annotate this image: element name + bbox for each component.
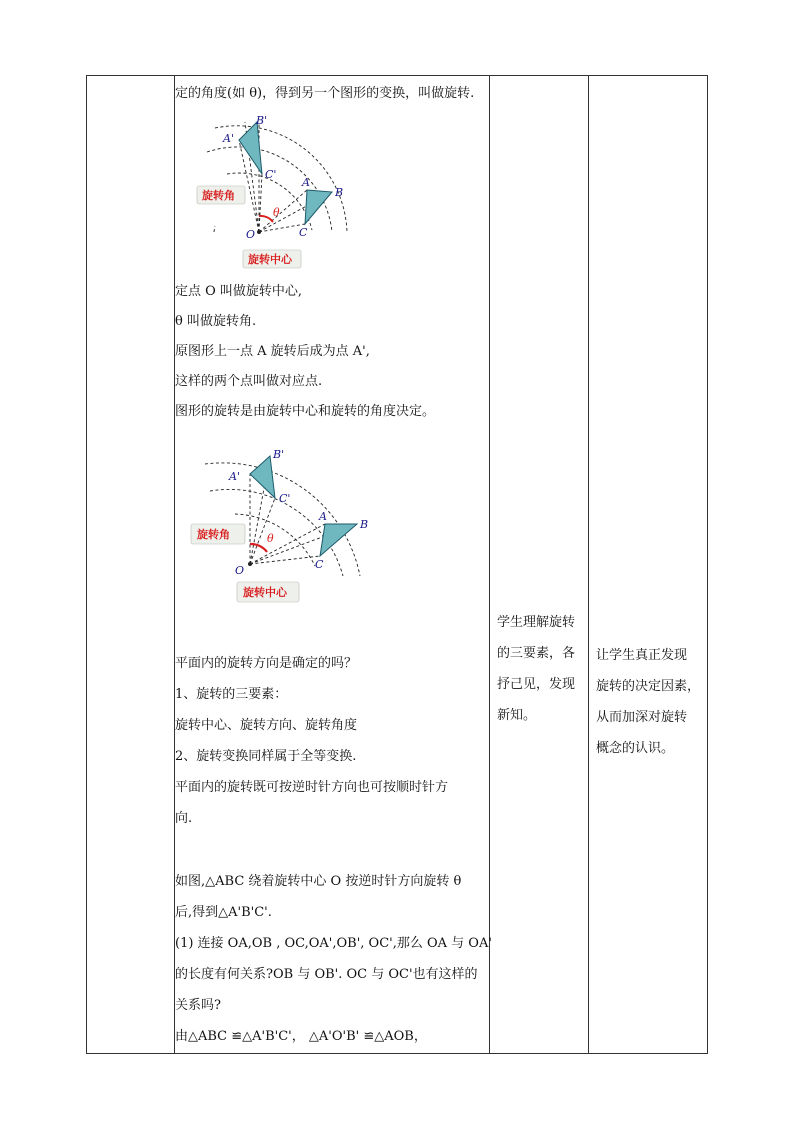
def-angle: θ 叫做旋转角. bbox=[175, 314, 257, 329]
label-o: O bbox=[246, 228, 256, 241]
label-a-prime: A' bbox=[229, 470, 240, 483]
direction-text-1: 平面内的旋转既可按逆时针方向也可按顺时针方 bbox=[175, 780, 449, 795]
label-b: B bbox=[360, 518, 369, 531]
rotation-figure-1 bbox=[187, 112, 367, 272]
tag-center: 旋转中心 bbox=[248, 253, 292, 266]
example-text-1: 如图,△ABC 绕着旋转中心 O 按逆时针方向旋转 θ bbox=[175, 874, 462, 889]
triangle-abc bbox=[320, 524, 357, 556]
design-intent-line: 概念的认识。 bbox=[596, 741, 675, 756]
design-intent-column bbox=[589, 76, 707, 1053]
student-activity-line: 新知。 bbox=[497, 708, 537, 723]
intro-text: 定的角度(如 θ)，得到另一个图形的变换，叫做旋转. bbox=[175, 86, 475, 101]
tag-angle: 旋转角 bbox=[202, 189, 235, 202]
arc bbox=[214, 226, 215, 232]
label-b-prime: B' bbox=[273, 448, 285, 461]
ray bbox=[259, 174, 262, 232]
triangle-abc bbox=[305, 190, 332, 224]
label-a: A bbox=[302, 176, 310, 189]
elements-list: 旋转中心、旋转方向、旋转角度 bbox=[175, 718, 358, 733]
elements-title: 1、旋转的三要素： bbox=[175, 687, 288, 702]
question-1-line-1: (1) 连接 OA,OB , OC,OA',OB', OC',那么 OA 与 OA' bbox=[175, 936, 492, 951]
tag-center: 旋转中心 bbox=[243, 586, 287, 599]
def-center: 定点 O 叫做旋转中心, bbox=[175, 284, 303, 299]
direction-text-2: 向. bbox=[175, 811, 193, 826]
rotation-figure-2 bbox=[185, 436, 375, 611]
label-b: B bbox=[335, 186, 344, 199]
ray bbox=[250, 524, 325, 564]
label-c-prime: C' bbox=[279, 492, 291, 505]
design-intent-line: 旋转的决定因素， bbox=[596, 679, 701, 694]
question-1-line-2: 的长度有何关系?OB 与 OB'. OC 与 OC'也有这样的 bbox=[175, 967, 478, 982]
design-intent-line: 从而加深对旋转 bbox=[596, 710, 688, 725]
label-a: A bbox=[319, 510, 327, 523]
def-point: 原图形上一点 A 旋转后成为点 A', bbox=[175, 344, 370, 359]
arc bbox=[235, 514, 315, 566]
label-theta: θ bbox=[267, 532, 274, 545]
def-determined: 图形的旋转是由旋转中心和旋转的角度决定。 bbox=[175, 404, 436, 419]
label-o: O bbox=[235, 564, 245, 577]
label-c: C bbox=[315, 558, 324, 571]
label-a-prime: A' bbox=[223, 132, 234, 145]
label-c-prime: C' bbox=[265, 168, 277, 181]
student-activity-line: 的三要素，各 bbox=[497, 646, 576, 661]
label-c: C bbox=[299, 226, 308, 239]
teaching-content-column bbox=[175, 76, 492, 1053]
label-theta: θ bbox=[273, 206, 280, 219]
point-o bbox=[248, 562, 252, 566]
student-activity-line: 抒己见，发现 bbox=[497, 677, 576, 692]
triangle-a-prime-b-prime-c-prime bbox=[250, 456, 275, 498]
tag-angle: 旋转角 bbox=[197, 528, 230, 541]
arc bbox=[215, 126, 347, 232]
design-intent-line: 让学生真正发现 bbox=[596, 648, 688, 663]
question-text: 平面内的旋转方向是确定的吗？ bbox=[175, 656, 358, 671]
student-activity-column bbox=[490, 76, 588, 1053]
proof-text: 由△ABC ≌△A'B'C'， △A'O'B' ≌△AOB， bbox=[175, 1029, 427, 1044]
congruent-text: 2、旋转变换同样属于全等变换. bbox=[175, 749, 357, 764]
ray bbox=[250, 498, 275, 564]
def-corresponding: 这样的两个点叫做对应点. bbox=[175, 374, 323, 389]
point-o bbox=[257, 230, 261, 234]
example-text-2: 后,得到△A'B'C'. bbox=[175, 905, 272, 920]
question-1-line-3: 关系吗? bbox=[175, 998, 221, 1013]
label-b-prime: B' bbox=[256, 114, 268, 127]
lesson-table bbox=[86, 75, 708, 1054]
student-activity-line: 学生理解旋转 bbox=[497, 615, 576, 630]
angle-arc bbox=[259, 216, 273, 222]
